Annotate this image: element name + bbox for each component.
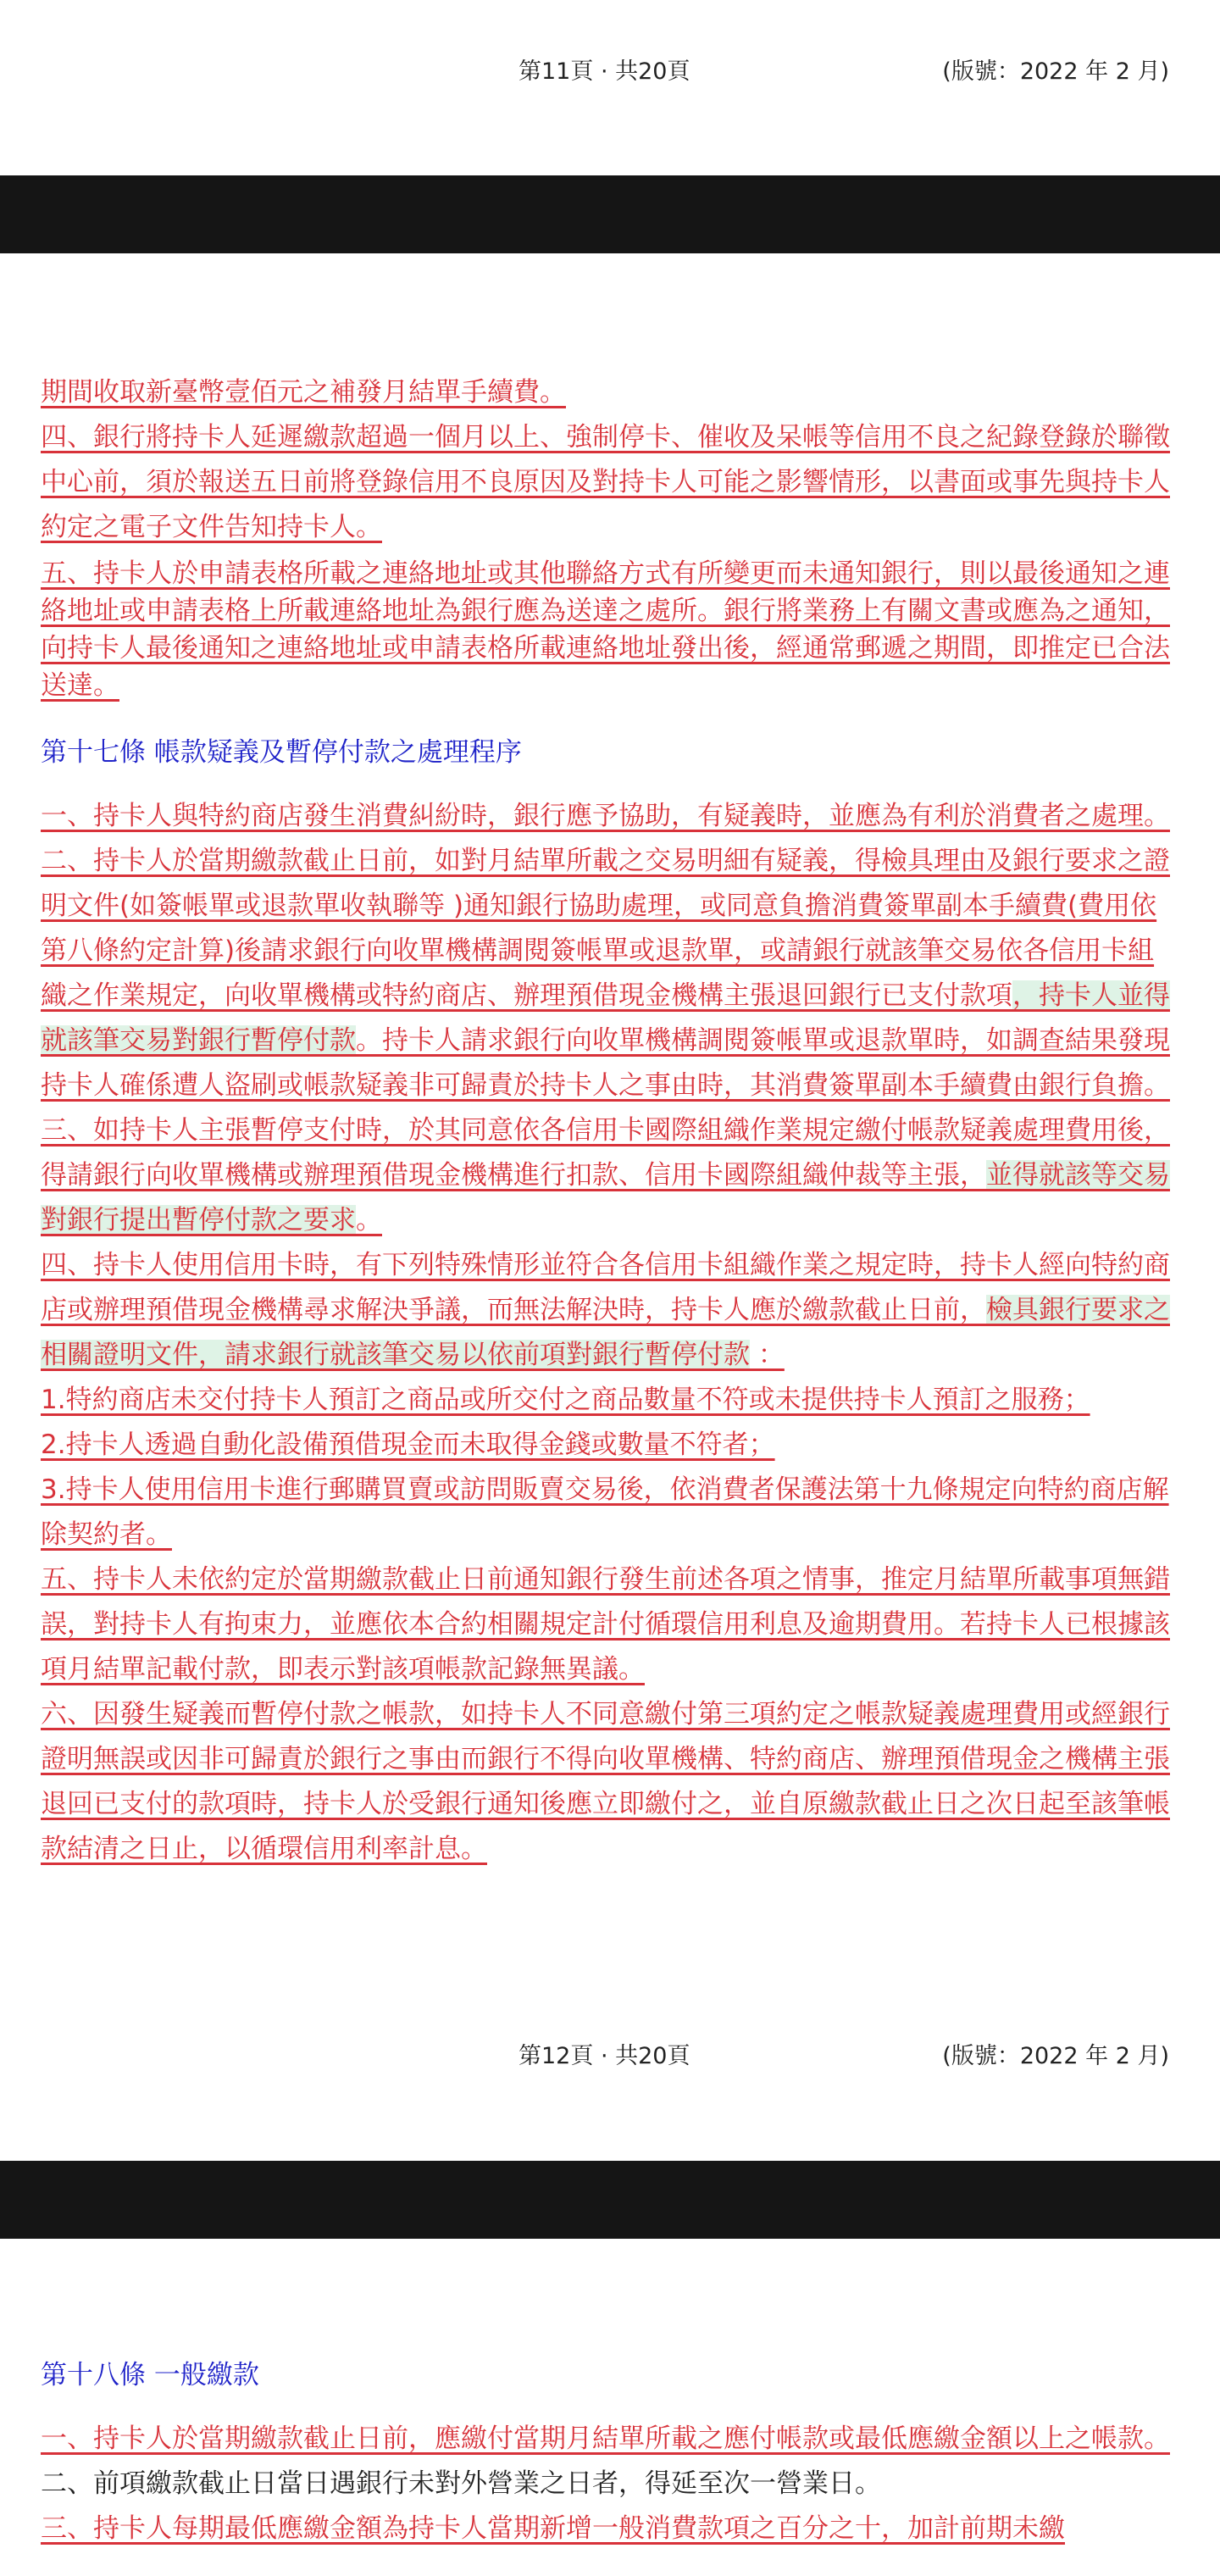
page-number: 第12頁 · 共20頁 [518,2043,690,2069]
page-footer-top [0,53,1220,90]
page-number: 第11頁 · 共20頁 [518,58,690,85]
highlighted-text: 並得就該等交易對銀行提出暫停付款之要求 [41,1160,1170,1235]
paragraph: 五、持卡人於申請表格所載之連絡地址或其他聯絡方式有所變更而未通知銀行，則以最後通知之連絡地址或申請表格上所載連絡地址為銀行應為送達之處所。銀行將業務上有關文書或應為之通知，向持卡人最後通知之連絡地址或申請表格所載連絡地址發出後，經通常郵遞之期間，即推定已合法送達。 [41,558,1170,701]
article-18 [41,2353,1179,2551]
paragraph: 三、如持卡人主張暫停支付時，於其同意依各信用卡國際組織作業規定繳付帳款疑義處理費用後，得請銀行向收單機構或辦理預借現金機構進行扣款、信用卡國際組織仲裁等主張，並得就該等交易對銀行提出暫停付款之要求。 [41,1115,1170,1235]
article-heading: 第十七條 帳款疑義及暫停付款之處理程序 [41,737,522,768]
paragraph: 四、銀行將持卡人延遲繳款超過一個月以上、強制停卡、催收及呆帳等信用不良之紀錄登錄於聯徵中心前，須於報送五日前將登錄信用不良原因及對持卡人可能之影響情形，以書面或事先與持卡人約定之電子文件告知持卡人。 [41,422,1170,542]
list-item: 2.持卡人透過自動化設備預借現金而未取得金錢或數量不符者； [41,1430,775,1460]
highlighted-text: 檢具銀行要求之相關證明文件，請求銀行就該筆交易以依前項對銀行暫停付款 [41,1295,1170,1370]
paragraph: 三、持卡人每期最低應繳金額為持卡人當期新增一般消費款項之百分之十，加計前期未繳 [41,2513,1065,2544]
paragraph: 一、持卡人於當期繳款截止日前，應繳付當期月結單所載之應付帳款或最低應繳金額以上之帳款。 [41,2423,1170,2454]
paragraph: 五、持卡人未依約定於當期繳款截止日前通知銀行發生前述各項之情事，推定月結單所載事項無錯誤，對持卡人有拘束力，並應依本合約相關規定計付循環信用利息及逾期費用。若持卡人已根據該項月結單記載付款，即表示對該項帳款記錄無異議。 [41,1564,1170,1685]
article-17 [41,730,1179,1872]
paragraph: 六、因發生疑義而暫停付款之帳款，如持卡人不同意繳付第三項約定之帳款疑義處理費用或經銀行證明無誤或因非可歸責於銀行之事由而銀行不得向收單機構、特約商店、辦理預借現金之機構主張退回已支付的款項時，持卡人於受銀行通知後應立即繳付之，並自原繳款截止日之次日起至該筆帳款結清之日止，以循環信用利率計息。 [41,1699,1170,1864]
paragraph: 四、持卡人使用信用卡時，有下列特殊情形並符合各信用卡組織作業之規定時，持卡人經向特約商店或辦理預借現金機構尋求解決爭議，而無法解決時，持卡人應於繳款截止日前，檢具銀行要求之相關證明文件，請求銀行就該筆交易以依前項對銀行暫停付款 ： [41,1250,1170,1370]
page-separator [0,175,1220,253]
page-footer-bottom [0,2037,1220,2074]
list-item: 1.特約商店未交付持卡人預訂之商品或所交付之商品數量不符或未提供持卡人預訂之服務； [41,1385,1090,1415]
paragraph: 一、持卡人與特約商店發生消費糾紛時，銀行應予協助，有疑義時，並應為有利於消費者之處理。 [41,801,1170,831]
page-separator [0,2161,1220,2239]
version-label: (版號：2022 年 2 月) [942,2043,1169,2069]
paragraph: 二、持卡人於當期繳款截止日前，如對月結單所載之交易明細有疑義，得檢具理由及銀行要求之證明文件(如簽帳單或退款單收執聯等 )通知銀行協助處理，或同意負擔消費簽單副本手續費(費用依第八條約定計算)後請求銀行向收單機構調閱簽帳單或退款單，或請銀行就該筆交易依各信用卡組織之作業規定，向收單機構或特約商店、辦理預借現金機構主張退回銀行已支付款項，持卡人並得就該筆交易對銀行暫停付款。持卡人請求銀行向收單機構調閱簽帳單或退款單時，如調查結果發現持卡人確係遭人盜刷或帳款疑義非可歸責於持卡人之事由時，其消費簽單副本手續費由銀行負擔。 [41,846,1170,1101]
article-heading: 第十八條 一般繳款 [41,2360,259,2390]
paragraph: 二、前項繳款截止日當日遇銀行未對外營業之日者，得延至次一營業日。 [41,2468,881,2499]
paragraph: 期間收取新臺幣壹佰元之補發月結單手續費。 [41,377,566,408]
section-continuation [41,370,1179,704]
highlighted-text: ，持卡人並得就該筆交易對銀行暫停付款 [41,980,1170,1056]
list-item: 3.持卡人使用信用卡進行郵購買賣或訪問販賣交易後，依消費者保護法第十九條規定向特約商店解除契約者。 [41,1474,1169,1550]
version-label: (版號：2022 年 2 月) [942,58,1169,85]
